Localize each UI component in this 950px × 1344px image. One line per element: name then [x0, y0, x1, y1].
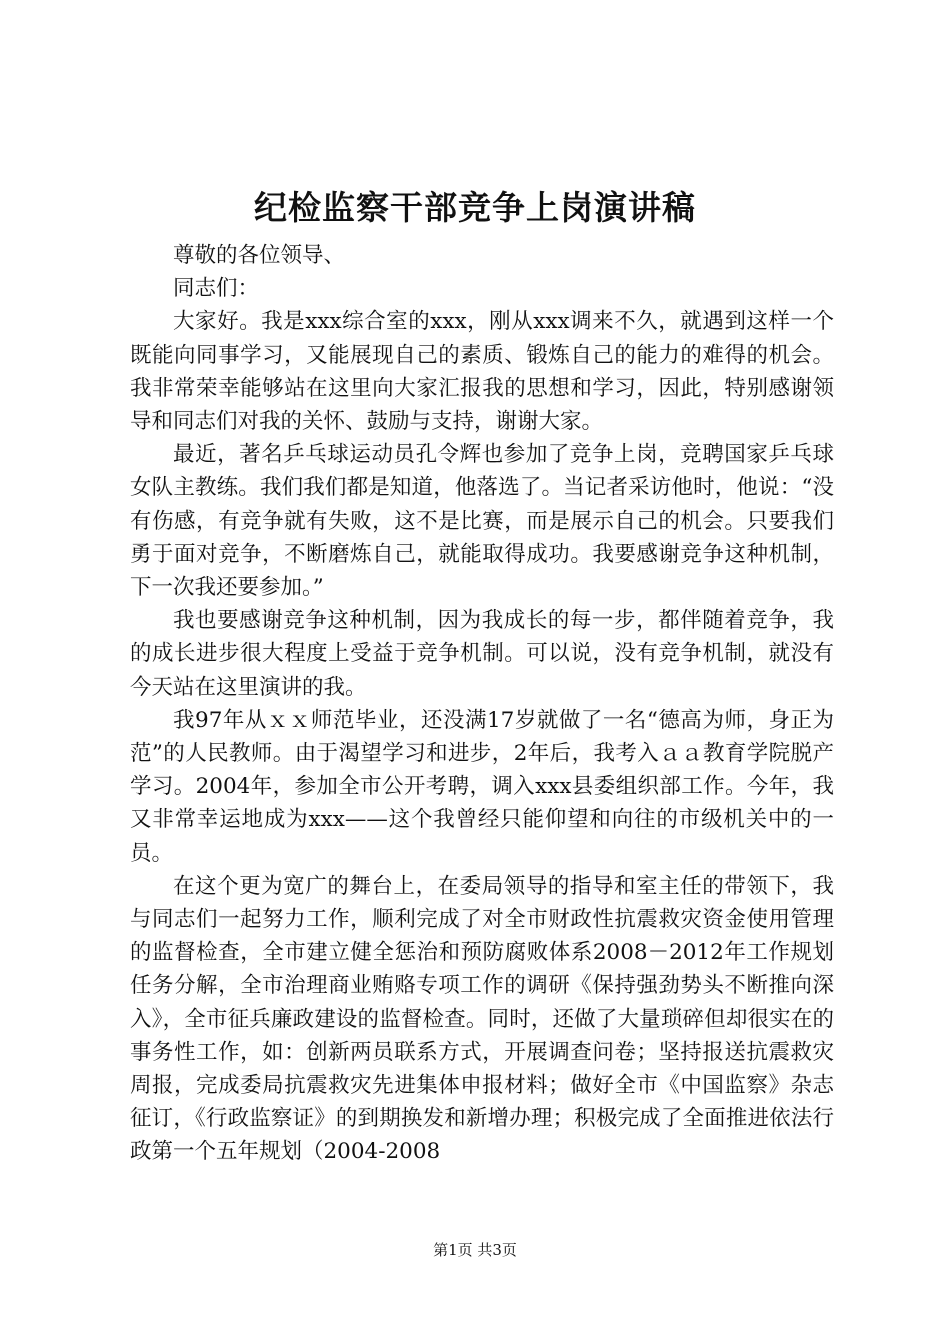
salutation-line: 尊敬的各位领导、	[173, 243, 346, 268]
body-paragraph: 我也要感谢竞争这种机制，因为我成长的每一步，都伴随着竞争，我的成长进步很大程度上受益于竞争机制。可以说，没有竞争机制，就没有今天站在这里演讲的我。	[130, 608, 834, 700]
body-paragraph: 我97年从ｘｘ师范毕业，还没满17岁就做了一名“德高为师，身正为范”的人民教师。由于渴望学习和进步，2年后，我考入ａａ教育学院脱产学习。2004年，参加全市公开考聘，调入xxx县委组织部工作。今年，我又非常幸运地成为xxx——这个我曾经只能仰望和向往的市级机关中的一员。	[130, 707, 834, 866]
body-paragraph: 最近，著名乒乓球运动员孔令辉也参加了竞争上岗，竞聘国家乒乓球女队主教练。我们我们都是知道，他落选了。当记者采访他时，他说：“没有伤感，有竞争就有失败，这不是比赛，而是展示自己的机会。只要我们勇于面对竞争，不断磨炼自己，就能取得成功。我要感谢竞争这种机制，下一次我还要参加。”	[130, 442, 834, 601]
page-footer: 第1页 共3页	[433, 1241, 517, 1259]
document-title: 纪检监察干部竞争上岗演讲稿	[254, 188, 696, 227]
body-paragraph: 大家好。我是xxx综合室的xxx，刚从xxx调来不久，就遇到这样一个既能向同事学习，又能展现自己的素质、锻炼自己的能力的难得的机会。我非常荣幸能够站在这里向大家汇报我的思想和学习，因此，特别感谢领导和同志们对我的关怀、鼓励与支持，谢谢大家。	[130, 309, 834, 435]
salutation-line: 同志们：	[173, 276, 260, 302]
body-paragraph: 在这个更为宽广的舞台上，在委局领导的指导和室主任的带领下，我与同志们一起努力工作，顺利完成了对全市财政性抗震救灾资金使用管理的监督检查，全市建立健全惩治和预防腐败体系2008－2012年工作规划任务分解，全市治理商业贿赂专项工作的调研《保持强劲势头不断推向深入》，全市征兵廉政建设的监督检查。同时，还做了大量琐碎但却很实在的事务性工作，如：创新两员联系方式，开展调查问卷；坚持报送抗震救灾周报，完成委局抗震救灾先进集体申报材料；做好全市《中国监察》杂志征订，《行政监察证》的到期换发和新增办理；积极完成了全面推进依法行政第一个五年规划（2004-2008	[130, 873, 834, 1165]
document-body	[130, 239, 834, 1169]
